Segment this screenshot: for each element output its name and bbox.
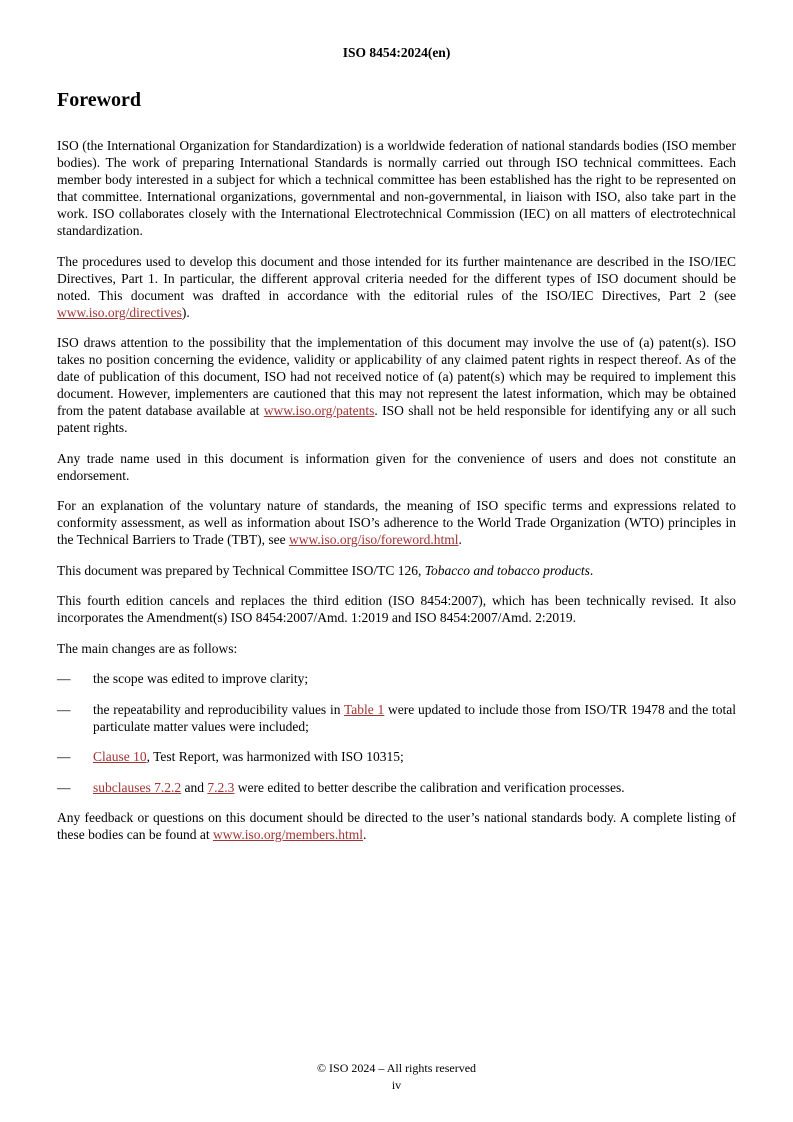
bullet-text: the scope was edited to improve clarity; [93, 671, 309, 686]
bullet-text [93, 701, 736, 735]
text-segment: were updated to include those from ISO/TR 19478 and the total particulate matter values were included; [93, 701, 736, 734]
bullet-item-repeatability [57, 701, 736, 735]
text-segment: Any feedback or questions on this document should be directed to the user’s national standards body. A complete listing of these bodies can be found at [57, 810, 736, 842]
paragraph-iso-federation: ISO (the International Organization for Standardization) is a worldwide federation of national standards bodies (ISO member bodies). The work of preparing International Standards is normally carried out through ISO technical committees. Each member body interested in a subject for which a technical committee has been established has the right to be represented on that committee. International organizations, governmental and non-governmental, in liaison with ISO, also take part in the work. ISO collaborates closely with the International Electrotechnical Commission (IEC) on all matters of electrotechnical standardization. [57, 138, 736, 238]
page-footer [0, 1060, 793, 1094]
text-segment: This document was prepared by Technical Committee ISO/TC 126, [57, 562, 425, 578]
text-segment: ). [181, 304, 190, 320]
link-table-1[interactable]: Table 1 [343, 701, 385, 717]
bullet-text [93, 779, 736, 796]
footer-page-number: iv [391, 1078, 402, 1092]
text-segment: The procedures used to develop this document and those intended for its further maintenance are described in the ISO/IEC Directives, Part 1. In particular, the different approval criteria needed for the different types of ISO document should be noted. This document was drafted in accordance with the editorial rules of the ISO/IEC Directives, Part 2 (see [57, 253, 736, 303]
text-segment: . [458, 532, 462, 547]
text-segment: the repeatability and reproducibility values in [93, 701, 344, 717]
link-clause-10[interactable]: Clause 10 [93, 749, 147, 764]
text-segment: . [589, 562, 594, 578]
paragraph-feedback [57, 809, 736, 843]
link-iso-directives[interactable]: www.iso.org/directives [57, 304, 182, 320]
text-segment: ISO draws attention to the possibility that the implementation of this document may involve the use of (a) patent(s). ISO takes no position concerning the evidence, validity or applicability of any claimed patent rights in respect thereof. As of the date of publication of this document, ISO had not received notice of (a) patent(s) which may be required to implement this document. However, implementers are cautioned that this may not represent the latest information, which may be obtained from the patent database available at [57, 335, 736, 418]
paragraph-main-changes-intro: The main changes are as follows: [57, 640, 238, 656]
bullet-item-clause-10 [57, 748, 736, 765]
link-subclause-7-2-3[interactable]: 7.2.3 [207, 779, 235, 795]
bullet-dash: — [57, 671, 71, 686]
bullet-dash: — [57, 701, 71, 717]
paragraph-patents [57, 334, 736, 436]
bullet-dash: — [57, 749, 71, 764]
paragraph-trade-name: Any trade name used in this document is information given for the convenience of users and does not constitute an endorsement. [57, 450, 736, 483]
link-iso-patents[interactable]: www.iso.org/patents [263, 403, 375, 418]
text-segment: , Test Report, was harmonized with ISO 10315; [146, 749, 404, 764]
bullet-item-subclauses [57, 779, 736, 796]
paragraph-wto [57, 497, 736, 548]
bullet-dash: — [57, 779, 71, 795]
footer-copyright: © ISO 2024 – All rights reserved [316, 1061, 477, 1075]
paragraph-procedures [57, 253, 736, 321]
text-segment: were edited to better describe the calibration and verification processes. [234, 779, 625, 795]
text-segment: For an explanation of the voluntary nature of standards, the meaning of ISO specific terms and expressions related to conformity assessment, as well as information about ISO’s adherence to the World Trade Organization (WTO) principles in the Technical Barriers to Trade (TBT), see [57, 498, 736, 547]
link-iso-foreword[interactable]: www.iso.org/iso/foreword.html [289, 532, 459, 547]
link-subclause-7-2-2[interactable]: subclauses 7.2.2 [93, 779, 182, 795]
paragraph-committee [57, 562, 736, 579]
paragraph-edition: This fourth edition cancels and replaces the third edition (ISO 8454:2007), which has been technically revised. It also incorporates the Amendment(s) ISO 8454:2007/Amd. 1:2019 and ISO 8454:2007/Amd. 2:2019. [57, 593, 736, 625]
text-segment: . [362, 827, 367, 842]
bullet-item-scope [57, 670, 736, 687]
text-segment: and [181, 779, 208, 795]
text-segment: . ISO shall not be held responsible for identifying any or all such patent rights. [57, 403, 736, 435]
document-header-title: ISO 8454:2024(en) [342, 45, 451, 60]
committee-title-italic: Tobacco and tobacco products [424, 562, 590, 578]
page-title: Foreword [57, 89, 142, 111]
bullet-text [93, 748, 736, 765]
link-iso-members[interactable]: www.iso.org/members.html [212, 827, 363, 842]
